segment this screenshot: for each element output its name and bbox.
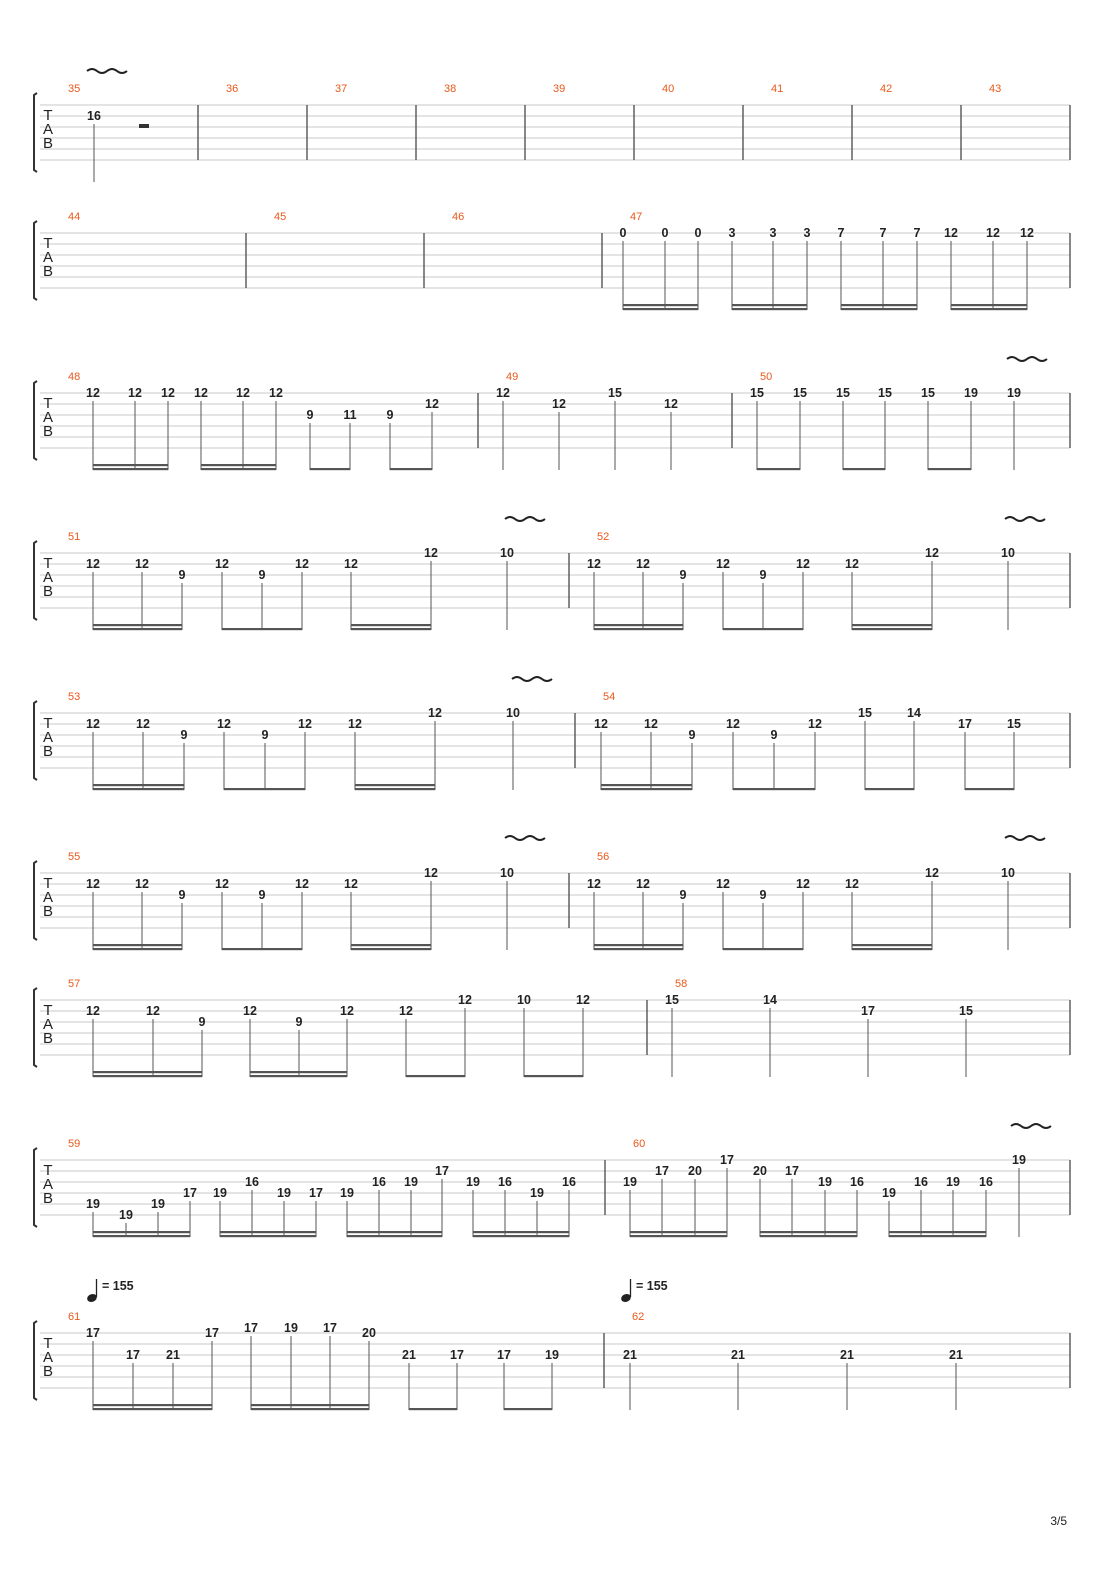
fret-number: 19 <box>151 1197 165 1211</box>
measure-number: 42 <box>880 83 893 95</box>
fret-number: 12 <box>845 557 859 571</box>
fret-number: 0 <box>694 226 702 240</box>
beam <box>594 624 683 626</box>
fret-number: 15 <box>665 993 679 1007</box>
fret-number: 12 <box>594 717 608 731</box>
fret-number: 17 <box>205 1326 219 1340</box>
fret-number: 0 <box>619 226 627 240</box>
beam <box>852 948 932 950</box>
fret-number: 9 <box>258 888 266 902</box>
beam <box>852 628 932 630</box>
fret-number: 12 <box>269 386 283 400</box>
beam <box>951 304 1027 306</box>
tab-clef-letter: A <box>42 121 54 138</box>
fret-number: 9 <box>759 888 767 902</box>
fret-number: 9 <box>386 408 394 422</box>
beam <box>93 784 184 786</box>
fret-number: 12 <box>236 386 250 400</box>
beam <box>224 788 305 790</box>
measure-number: 36 <box>226 83 239 95</box>
vibrato-mark <box>1007 357 1047 361</box>
beam <box>220 1235 316 1237</box>
fret-number: 17 <box>86 1326 100 1340</box>
page-number: 3/5 <box>1050 1514 1067 1528</box>
fret-number: 19 <box>404 1175 418 1189</box>
fret-number: 17 <box>244 1321 258 1335</box>
fret-number: 17 <box>183 1186 197 1200</box>
tab-clef-letter: B <box>42 263 54 280</box>
fret-number: 17 <box>126 1348 140 1362</box>
beam <box>93 1404 212 1406</box>
tab-clef-letter: T <box>43 107 53 124</box>
fret-number: 17 <box>785 1164 799 1178</box>
beam <box>760 1235 857 1237</box>
fret-number: 12 <box>424 546 438 560</box>
fret-number: 12 <box>925 866 939 880</box>
fret-number: 17 <box>323 1321 337 1335</box>
fret-number: 19 <box>882 1186 896 1200</box>
beam <box>201 468 276 470</box>
beam <box>732 308 807 310</box>
beam <box>723 948 803 950</box>
fret-number: 12 <box>135 877 149 891</box>
beam <box>93 464 168 466</box>
vibrato-mark <box>512 677 552 681</box>
beam <box>594 628 683 630</box>
system-bracket <box>34 861 37 940</box>
fret-number: 7 <box>837 226 845 240</box>
beam <box>473 1235 569 1237</box>
beam <box>355 784 435 786</box>
system-bracket <box>34 1148 37 1227</box>
beam <box>93 944 182 946</box>
measure-number: 53 <box>68 691 81 703</box>
beam <box>889 1231 986 1233</box>
fret-number: 12 <box>217 717 231 731</box>
beam <box>623 304 698 306</box>
beam <box>733 788 815 790</box>
beam <box>951 308 1027 310</box>
fret-number: 12 <box>340 1004 354 1018</box>
fret-number: 12 <box>636 877 650 891</box>
tab-clef-letter: T <box>43 1335 53 1352</box>
tab-clef-letter: A <box>42 889 54 906</box>
beam <box>760 1231 857 1233</box>
fret-number: 19 <box>119 1208 133 1222</box>
fret-number: 12 <box>344 877 358 891</box>
fret-number: 20 <box>362 1326 376 1340</box>
tab-clef-letter: A <box>42 569 54 586</box>
fret-number: 12 <box>458 993 472 1007</box>
beam <box>601 788 692 790</box>
beam <box>594 944 683 946</box>
fret-number: 12 <box>215 877 229 891</box>
fret-number: 12 <box>424 866 438 880</box>
tab-clef-letter: T <box>43 875 53 892</box>
fret-number: 9 <box>258 568 266 582</box>
fret-number: 16 <box>372 1175 386 1189</box>
measure-number: 45 <box>274 211 287 223</box>
beam <box>93 468 168 470</box>
beam <box>723 628 803 630</box>
fret-number: 15 <box>1007 717 1021 731</box>
fret-number: 16 <box>914 1175 928 1189</box>
fret-number: 12 <box>348 717 362 731</box>
fret-number: 12 <box>295 877 309 891</box>
measure-number: 58 <box>675 978 688 990</box>
fret-number: 9 <box>679 888 687 902</box>
measure-number: 60 <box>633 1138 646 1150</box>
vibrato-mark <box>1005 517 1045 521</box>
tab-clef-letter: B <box>42 743 54 760</box>
measure-number: 44 <box>68 211 81 223</box>
fret-number: 12 <box>135 557 149 571</box>
measure-number: 51 <box>68 531 81 543</box>
system-bracket <box>34 93 37 172</box>
tab-clef-letter: T <box>43 395 53 412</box>
measure-number: 37 <box>335 83 348 95</box>
beam <box>623 308 698 310</box>
fret-number: 12 <box>146 1004 160 1018</box>
vibrato-mark <box>505 836 545 840</box>
fret-number: 9 <box>295 1015 303 1029</box>
beam <box>355 788 435 790</box>
fret-number: 12 <box>587 877 601 891</box>
fret-number: 12 <box>587 557 601 571</box>
fret-number: 19 <box>818 1175 832 1189</box>
fret-number: 7 <box>879 226 887 240</box>
measure-number: 35 <box>68 83 81 95</box>
beam <box>504 1408 552 1410</box>
fret-number: 17 <box>435 1164 449 1178</box>
fret-number: 21 <box>840 1348 854 1362</box>
fret-number: 0 <box>661 226 669 240</box>
fret-number: 19 <box>623 1175 637 1189</box>
fret-number: 10 <box>1001 546 1015 560</box>
fret-number: 12 <box>986 226 1000 240</box>
beam <box>93 628 182 630</box>
beam <box>843 468 885 470</box>
fret-number: 17 <box>861 1004 875 1018</box>
beam <box>351 948 431 950</box>
fret-number: 15 <box>959 1004 973 1018</box>
fret-number: 12 <box>716 877 730 891</box>
tab-clef-letter: A <box>42 249 54 266</box>
tab-clef-letter: B <box>42 583 54 600</box>
measure-number: 40 <box>662 83 675 95</box>
fret-number: 10 <box>500 866 514 880</box>
fret-number: 17 <box>958 717 972 731</box>
beam <box>251 1404 369 1406</box>
beam <box>601 784 692 786</box>
tab-clef-letter: A <box>42 1016 54 1033</box>
system-bracket <box>34 221 37 300</box>
beam <box>201 464 276 466</box>
fret-number: 19 <box>213 1186 227 1200</box>
fret-number: 9 <box>198 1015 206 1029</box>
fret-number: 9 <box>178 568 186 582</box>
fret-number: 9 <box>770 728 778 742</box>
fret-number: 12 <box>576 993 590 1007</box>
fret-number: 12 <box>136 717 150 731</box>
fret-number: 12 <box>86 717 100 731</box>
beam <box>524 1075 583 1077</box>
beam <box>594 948 683 950</box>
fret-number: 19 <box>946 1175 960 1189</box>
beam <box>841 304 917 306</box>
beam <box>220 1231 316 1233</box>
beam <box>889 1235 986 1237</box>
beam <box>409 1408 457 1410</box>
beam <box>351 624 431 626</box>
vibrato-mark <box>1005 836 1045 840</box>
tab-clef-letter: T <box>43 1162 53 1179</box>
fret-number: 19 <box>284 1321 298 1335</box>
fret-number: 12 <box>295 557 309 571</box>
beam <box>93 1235 190 1237</box>
tab-clef-letter: T <box>43 1002 53 1019</box>
fret-number: 19 <box>964 386 978 400</box>
fret-number: 19 <box>277 1186 291 1200</box>
beam <box>250 1071 347 1073</box>
fret-number: 17 <box>720 1153 734 1167</box>
measure-number: 50 <box>760 371 773 383</box>
beam <box>965 788 1014 790</box>
fret-number: 12 <box>808 717 822 731</box>
fret-number: 16 <box>979 1175 993 1189</box>
fret-number: 19 <box>1007 386 1021 400</box>
fret-number: 17 <box>309 1186 323 1200</box>
measure-number: 46 <box>452 211 465 223</box>
fret-number: 9 <box>306 408 314 422</box>
tab-clef-letter: B <box>42 423 54 440</box>
beam <box>93 1071 202 1073</box>
measure-number: 39 <box>553 83 566 95</box>
tab-clef-letter: A <box>42 409 54 426</box>
beam <box>406 1075 465 1077</box>
system-bracket <box>34 701 37 780</box>
system-bracket <box>34 1321 37 1400</box>
fret-number: 17 <box>497 1348 511 1362</box>
fret-number: 12 <box>845 877 859 891</box>
fret-number: 12 <box>925 546 939 560</box>
fret-number: 19 <box>530 1186 544 1200</box>
fret-number: 12 <box>636 557 650 571</box>
fret-number: 9 <box>261 728 269 742</box>
measure-number: 49 <box>506 371 519 383</box>
fret-number: 15 <box>750 386 764 400</box>
fret-number: 3 <box>728 226 736 240</box>
measure-number: 61 <box>68 1311 81 1323</box>
beam <box>630 1231 727 1233</box>
half-rest <box>139 124 149 128</box>
fret-number: 12 <box>86 1004 100 1018</box>
fret-number: 9 <box>688 728 696 742</box>
fret-number: 15 <box>836 386 850 400</box>
fret-number: 12 <box>215 557 229 571</box>
tab-clef-letter: T <box>43 555 53 572</box>
fret-number: 21 <box>166 1348 180 1362</box>
tab-clef-letter: B <box>42 1190 54 1207</box>
fret-number: 21 <box>731 1348 745 1362</box>
system-bracket <box>34 541 37 620</box>
tab-clef-letter: A <box>42 1349 54 1366</box>
fret-number: 10 <box>517 993 531 1007</box>
fret-number: 12 <box>428 706 442 720</box>
fret-number: 12 <box>298 717 312 731</box>
beam <box>757 468 800 470</box>
beam <box>473 1231 569 1233</box>
beam <box>390 468 432 470</box>
fret-number: 21 <box>402 1348 416 1362</box>
fret-number: 12 <box>796 557 810 571</box>
fret-number: 16 <box>562 1175 576 1189</box>
measure-number: 56 <box>597 851 610 863</box>
fret-number: 12 <box>716 557 730 571</box>
fret-number: 3 <box>803 226 811 240</box>
measure-number: 47 <box>630 211 643 223</box>
vibrato-mark <box>87 69 127 73</box>
measure-number: 54 <box>603 691 616 703</box>
beam <box>310 468 350 470</box>
fret-number: 12 <box>664 397 678 411</box>
measure-number: 55 <box>68 851 81 863</box>
beam <box>93 788 184 790</box>
fret-number: 15 <box>608 386 622 400</box>
system-bracket <box>34 988 37 1067</box>
beam <box>928 468 971 470</box>
fret-number: 10 <box>506 706 520 720</box>
fret-number: 12 <box>425 397 439 411</box>
vibrato-mark <box>1011 1124 1051 1128</box>
fret-number: 20 <box>688 1164 702 1178</box>
tab-clef-letter: B <box>42 1030 54 1047</box>
tab-clef-letter: B <box>42 903 54 920</box>
fret-number: 19 <box>466 1175 480 1189</box>
beam <box>93 948 182 950</box>
beam <box>251 1408 369 1410</box>
fret-number: 12 <box>552 397 566 411</box>
beam <box>93 1231 190 1233</box>
fret-number: 12 <box>161 386 175 400</box>
measure-number: 48 <box>68 371 81 383</box>
tab-clef-letter: T <box>43 235 53 252</box>
fret-number: 7 <box>913 226 921 240</box>
measure-number: 38 <box>444 83 457 95</box>
fret-number: 20 <box>753 1164 767 1178</box>
fret-number: 12 <box>128 386 142 400</box>
measure-number: 52 <box>597 531 610 543</box>
beam <box>347 1235 442 1237</box>
fret-number: 12 <box>496 386 510 400</box>
fret-number: 12 <box>344 557 358 571</box>
tempo-marking: = 155 <box>636 1279 668 1293</box>
fret-number: 11 <box>343 408 357 422</box>
fret-number: 16 <box>245 1175 259 1189</box>
fret-number: 15 <box>858 706 872 720</box>
beam <box>852 944 932 946</box>
vibrato-mark <box>505 517 545 521</box>
beam <box>865 788 914 790</box>
fret-number: 21 <box>623 1348 637 1362</box>
beam <box>222 628 302 630</box>
beam <box>351 628 431 630</box>
tab-clef-letter: A <box>42 729 54 746</box>
fret-number: 3 <box>769 226 777 240</box>
fret-number: 16 <box>850 1175 864 1189</box>
beam <box>347 1231 442 1233</box>
fret-number: 10 <box>500 546 514 560</box>
fret-number: 12 <box>86 557 100 571</box>
fret-number: 10 <box>1001 866 1015 880</box>
beam <box>841 308 917 310</box>
fret-number: 19 <box>545 1348 559 1362</box>
measure-number: 41 <box>771 83 784 95</box>
fret-number: 12 <box>399 1004 413 1018</box>
fret-number: 9 <box>759 568 767 582</box>
system-bracket <box>34 381 37 460</box>
beam <box>732 304 807 306</box>
tempo-marking: = 155 <box>102 1279 134 1293</box>
tab-clef-letter: B <box>42 135 54 152</box>
beam <box>852 624 932 626</box>
measure-number: 59 <box>68 1138 81 1150</box>
beam <box>93 1408 212 1410</box>
fret-number: 12 <box>86 877 100 891</box>
fret-number: 21 <box>949 1348 963 1362</box>
fret-number: 9 <box>178 888 186 902</box>
fret-number: 12 <box>944 226 958 240</box>
fret-number: 12 <box>796 877 810 891</box>
tab-clef-letter: A <box>42 1176 54 1193</box>
tab-clef-letter: B <box>42 1363 54 1380</box>
fret-number: 15 <box>878 386 892 400</box>
fret-number: 15 <box>921 386 935 400</box>
tab-clef-letter: T <box>43 715 53 732</box>
fret-number: 16 <box>87 109 101 123</box>
measure-number: 57 <box>68 978 81 990</box>
fret-number: 14 <box>907 706 921 720</box>
fret-number: 12 <box>86 386 100 400</box>
fret-number: 12 <box>1020 226 1034 240</box>
fret-number: 17 <box>450 1348 464 1362</box>
beam <box>351 944 431 946</box>
fret-number: 16 <box>498 1175 512 1189</box>
fret-number: 19 <box>340 1186 354 1200</box>
fret-number: 12 <box>243 1004 257 1018</box>
beam <box>93 1075 202 1077</box>
fret-number: 14 <box>763 993 777 1007</box>
fret-number: 17 <box>655 1164 669 1178</box>
fret-number: 15 <box>793 386 807 400</box>
beam <box>93 624 182 626</box>
fret-number: 9 <box>679 568 687 582</box>
beam <box>630 1235 727 1237</box>
fret-number: 19 <box>1012 1153 1026 1167</box>
fret-number: 19 <box>86 1197 100 1211</box>
measure-number: 43 <box>989 83 1002 95</box>
fret-number: 12 <box>194 386 208 400</box>
fret-number: 9 <box>180 728 188 742</box>
measure-number: 62 <box>632 1311 645 1323</box>
beam <box>250 1075 347 1077</box>
fret-number: 12 <box>726 717 740 731</box>
fret-number: 12 <box>644 717 658 731</box>
beam <box>222 948 302 950</box>
